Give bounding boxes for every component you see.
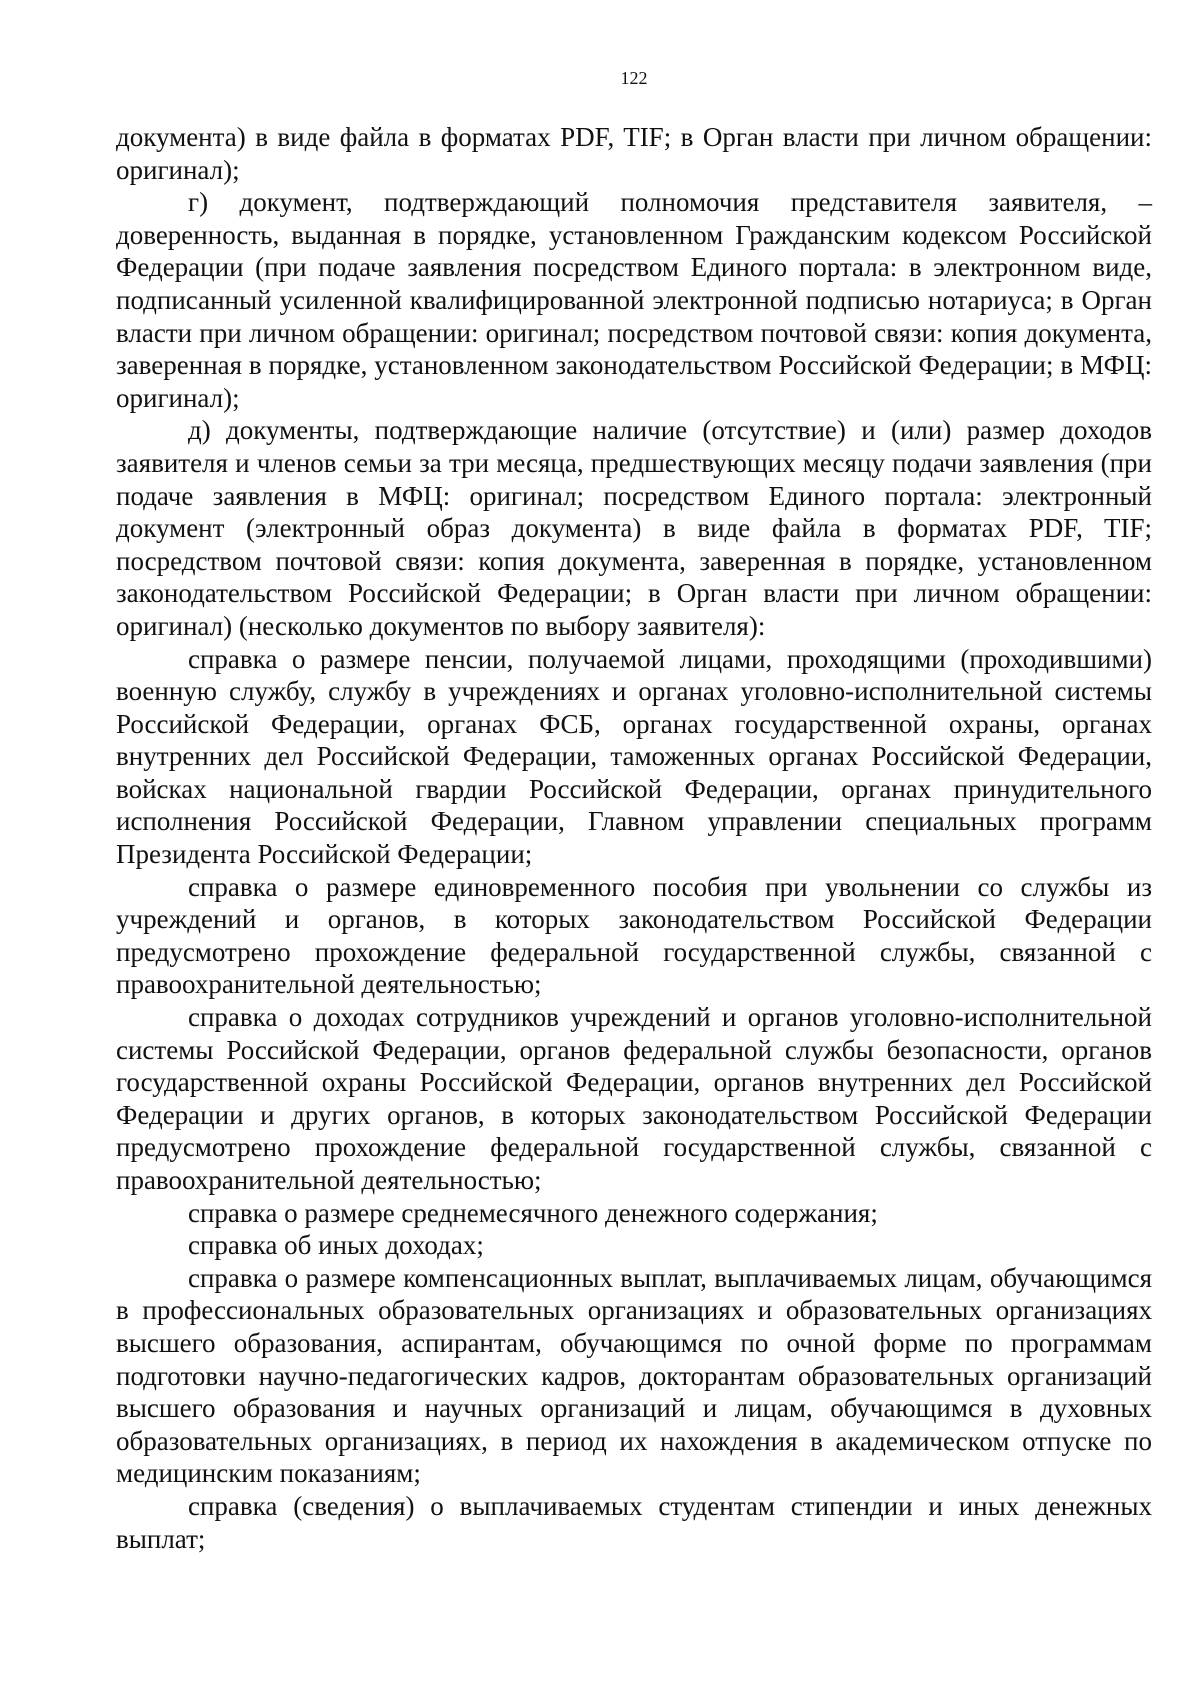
document-body xyxy=(116,121,1152,1555)
paragraph-item-g: г) документ, подтверждающий полномочия представителя заявителя, – доверенность, выданная в порядке, установленном Гражданским кодексом Российской Федерации (при подаче заявления посредством Единого портала: в электронном виде, подписанный усиленной квалифицированной электронной подписью нотариуса; в Орган власти при личном обращении: оригинал; посредством почтовой связи: копия документа, заверенная в порядке, установленном законодательством Российской Федерации; в МФЦ: оригинал); xyxy=(116,187,1152,413)
paragraph-compensation-payments-certificate: справка о размере компенсационных выплат, выплачиваемых лицам, обучающимся в профессиональных образовательных организациях и образовательных организациях высшего образования, аспирантам, обучающимся по очной форме по программам подготовки научно-педагогических кадров, докторантам образовательных организаций высшего образования и научных организаций и лицам, обучающимся в духовных образовательных организациях, в период их нахождения в академическом отпуске по медицинским показаниям; xyxy=(116,1262,1152,1489)
paragraph-pension-certificate: справка о размере пенсии, получаемой лицами, проходящими (проходившими) военную службу, службу в учреждениях и органах уголовно-исполнительной системы Российской Федерации, органах ФСБ, органах государственной охраны, органах внутренних дел Российской Федерации, таможенных органах Российской Федерации, войсках национальной гвардии Российской Федерации, органах принудительного исполнения Российской Федерации, Главном управлении специальных программ Президента Российской Федерации; xyxy=(116,643,1152,870)
paragraph-stipend-certificate: справка (сведения) о выплачиваемых студентам стипендии и иных денежных выплат; xyxy=(116,1490,1152,1554)
paragraph-employee-income-certificate: справка о доходах сотрудников учреждений и органов уголовно-исполнительной системы Российской Федерации, органов федеральной службы безопасности, органов государственной охраны Российской Федерации, органов внутренних дел Российской Федерации и других органов, в которых законодательством Российской Федерации предусмотрено прохождение федеральной государственной службы, связанной с правоохранительной деятельностью; xyxy=(116,1002,1152,1195)
paragraph-other-income-certificate: справка об иных доходах; xyxy=(188,1230,484,1261)
paragraph-continuation: документа) в виде файла в форматах PDF, TIF; в Орган власти при личном обращении: оригинал); xyxy=(116,122,1152,185)
paragraph-monthly-allowance-certificate: справка о размере среднемесячного денежного содержания; xyxy=(188,1197,878,1228)
page-number: 122 xyxy=(620,68,648,88)
paragraph-item-d: д) документы, подтверждающие наличие (отсутствие) и (или) размер доходов заявителя и членов семьи за три месяца, предшествующих месяцу подачи заявления (при подаче заявления в МФЦ: оригинал; посредством Единого портала: электронный документ (электронный образ документа) в виде файла в форматах PDF, TIF; посредством почтовой связи: копия документа, заверенная в порядке, установленном законодательством Российской Федерации; в Орган власти при личном обращении: оригинал) (несколько документов по выбору заявителя): xyxy=(116,415,1152,641)
paragraph-lump-sum-certificate: справка о размере единовременного пособия при увольнении со службы из учреждений и органов, в которых законодательством Российской Федерации предусмотрено прохождение федеральной государственной службы, связанной с правоохранительной деятельностью; xyxy=(116,871,1152,1000)
